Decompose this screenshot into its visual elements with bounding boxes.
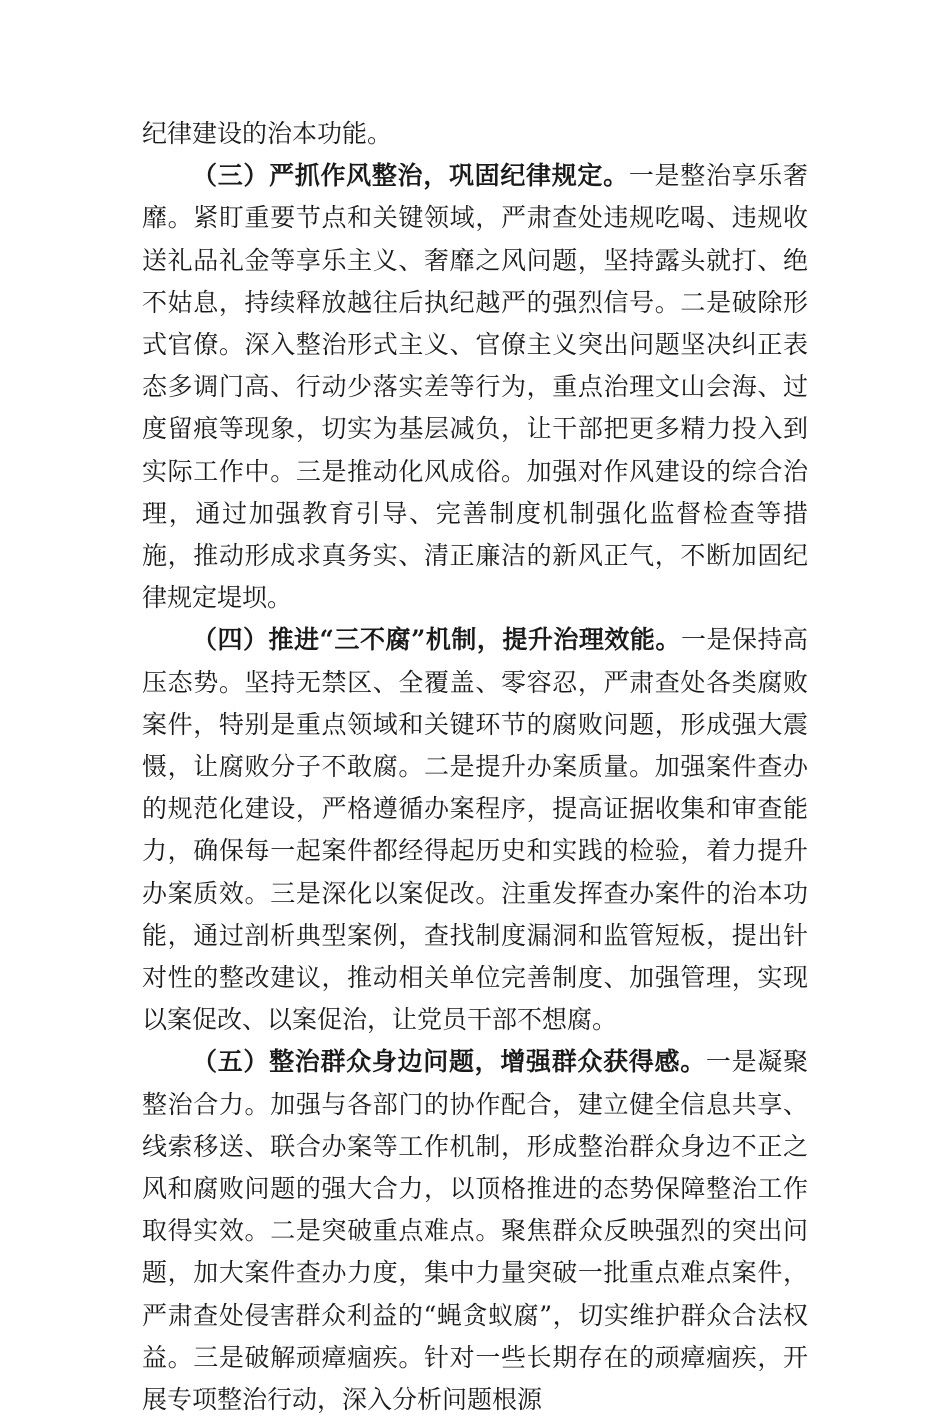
section-heading-3: （三）严抓作风整治，巩固纪律规定。 — [192, 161, 629, 191]
paragraph-continuation — [142, 113, 808, 155]
paragraph-section-5 — [142, 1041, 808, 1421]
document-body — [142, 113, 808, 1421]
paragraph-text: 一是整治享乐奢靡。紧盯重要节点和关键领域，严肃查处违规吃喝、违规收送礼品礼金等享乐主义、奢靡之风问题，坚持露头就打、绝不姑息，持续释放越往后执纪越严的强烈信号。二是破除形式官僚。深入整治形式主义、官僚主义突出问题坚决纠正表态多调门高、行动少落实差等行为，重点治理文山会海、过度留痕等现象，切实为基层减负，让干部把更多精力投入到实际工作中。三是推动化风成俗。加强对作风建设的综合治理，通过加强教育引导、完善制度机制强化监督检查等措施，推动形成求真务实、清正廉洁的新风正气，不断加固纪律规定堤坝。 — [142, 161, 808, 613]
paragraph-text: 纪律建设的治本功能。 — [142, 119, 393, 148]
paragraph-text: 一是保持高压态势。坚持无禁区、全覆盖、零容忍，严肃查处各类腐败案件，特别是重点领域和关键环节的腐败问题，形成强大震慑，让腐败分子不敢腐。二是提升办案质量。加强案件查办的规范化建设，严格遵循办案程序，提高证据收集和审查能力，确保每一起案件都经得起历史和实践的检验，着力提升办案质效。三是深化以案促改。注重发挥查办案件的治本功能，通过剖析典型案例，查找制度漏洞和监管短板，提出针对性的整改建议，推动相关单位完善制度、加强管理，实现以案促改、以案促治，让党员干部不想腐。 — [142, 625, 808, 1035]
section-heading-5: （五）整治群众身边问题，增强群众获得感。 — [192, 1047, 706, 1077]
section-heading-4: （四）推进“三不腐”机制，提升治理效能。 — [192, 625, 681, 655]
paragraph-section-3 — [142, 155, 808, 619]
paragraph-section-4 — [142, 619, 808, 1041]
paragraph-text: 一是凝聚整治合力。加强与各部门的协作配合，建立健全信息共享、线索移送、联合办案等工作机制，形成整治群众身边不正之风和腐败问题的强大合力，以顶格推进的态势保障整治工作取得实效。二是突破重点难点。聚焦群众反映强烈的突出问题，加大案件查办力度，集中力量突破一批重点难点案件，严肃查处侵害群众利益的“蝇贪蚁腐”，切实维护群众合法权益。三是破解顽瘴痼疾。针对一些长期存在的顽瘴痼疾，开展专项整治行动，深入分析问题根源 — [142, 1047, 808, 1415]
